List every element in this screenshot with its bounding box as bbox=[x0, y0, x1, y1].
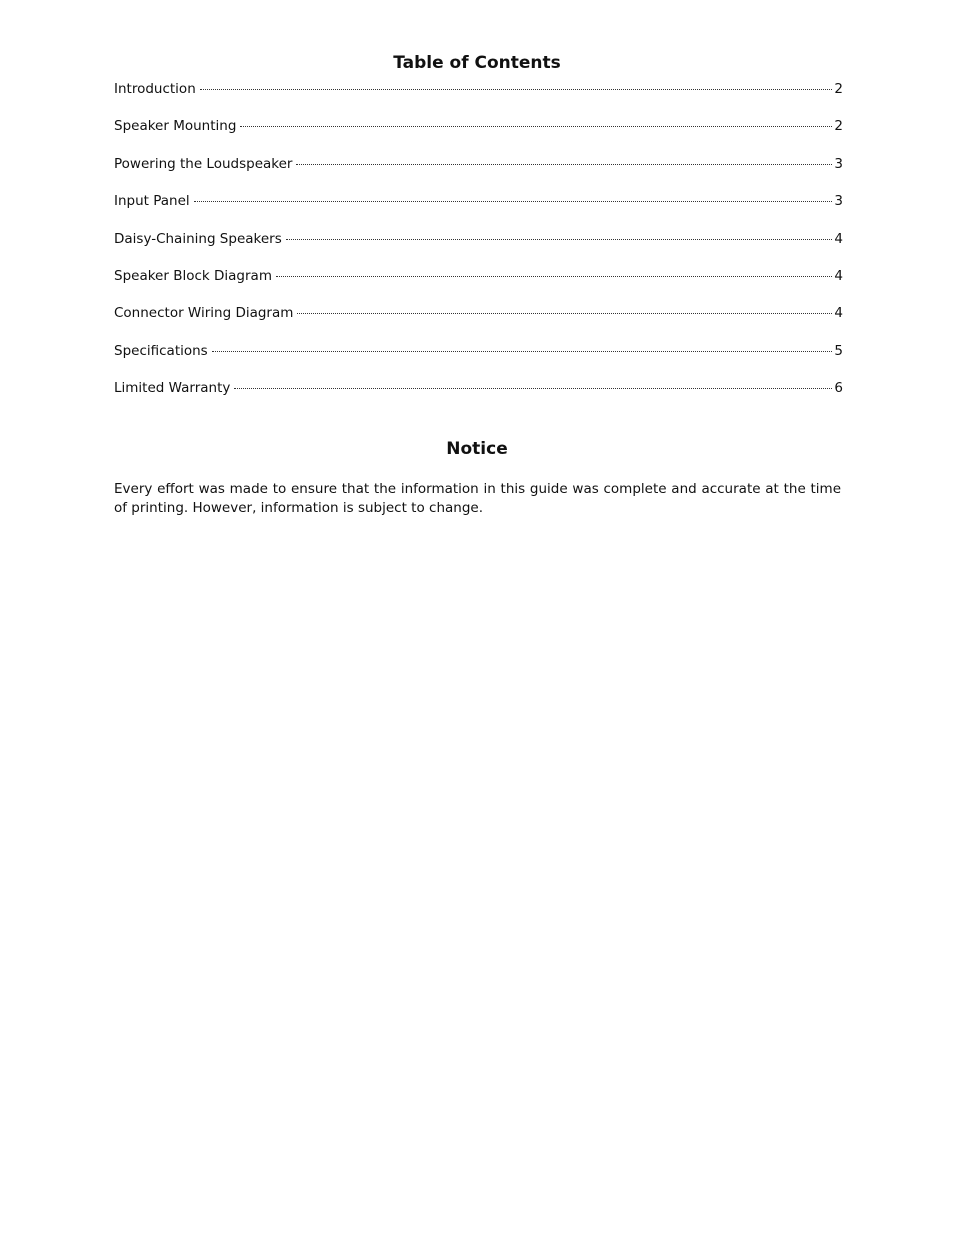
table-of-contents bbox=[114, 81, 843, 418]
toc-entry-block-diagram[interactable] bbox=[114, 268, 843, 305]
toc-entry-label: Speaker Mounting bbox=[114, 118, 237, 135]
toc-entry-introduction[interactable] bbox=[114, 81, 843, 118]
toc-entry-input-panel[interactable] bbox=[114, 193, 843, 230]
toc-entry-page: 2 bbox=[834, 118, 843, 135]
toc-title: Table of Contents bbox=[393, 53, 561, 73]
dot-leader bbox=[276, 276, 832, 277]
dot-leader bbox=[296, 164, 832, 165]
toc-entry-limited-warranty[interactable] bbox=[114, 380, 843, 417]
toc-entry-label: Specifications bbox=[114, 342, 208, 359]
toc-entry-page: 5 bbox=[834, 342, 843, 359]
toc-entry-page: 2 bbox=[834, 81, 843, 97]
toc-entry-page: 4 bbox=[834, 305, 843, 322]
dot-leader bbox=[240, 126, 832, 127]
toc-entry-page: 4 bbox=[834, 230, 843, 247]
toc-entry-label: Speaker Block Diagram bbox=[114, 267, 272, 284]
toc-entry-page: 6 bbox=[834, 380, 843, 397]
toc-entry-speaker-mounting[interactable] bbox=[114, 118, 843, 155]
toc-entry-daisy-chaining[interactable] bbox=[114, 231, 843, 268]
dot-leader bbox=[286, 239, 833, 240]
toc-entry-wiring-diagram[interactable] bbox=[114, 305, 843, 342]
toc-entry-powering[interactable] bbox=[114, 156, 843, 193]
notice-body: Every effort was made to ensure that the information in this guide was complete and accurate at the time of printing. However, information is subject to change. bbox=[114, 481, 841, 516]
dot-leader bbox=[297, 313, 832, 314]
toc-entry-label: Introduction bbox=[114, 81, 196, 97]
dot-leader bbox=[234, 388, 832, 389]
toc-entry-label: Limited Warranty bbox=[114, 380, 231, 397]
toc-entry-label: Connector Wiring Diagram bbox=[114, 305, 294, 322]
toc-entry-specifications[interactable] bbox=[114, 343, 843, 380]
dot-leader bbox=[212, 351, 833, 352]
toc-entry-page: 4 bbox=[834, 267, 843, 284]
toc-entry-label: Powering the Loudspeaker bbox=[114, 155, 293, 172]
toc-entry-label: Input Panel bbox=[114, 193, 190, 210]
toc-entry-label: Daisy-Chaining Speakers bbox=[114, 230, 282, 247]
notice-title: Notice bbox=[446, 439, 508, 459]
dot-leader bbox=[194, 201, 833, 202]
dot-leader bbox=[200, 89, 833, 90]
toc-entry-page: 3 bbox=[834, 193, 843, 210]
toc-entry-page: 3 bbox=[834, 155, 843, 172]
